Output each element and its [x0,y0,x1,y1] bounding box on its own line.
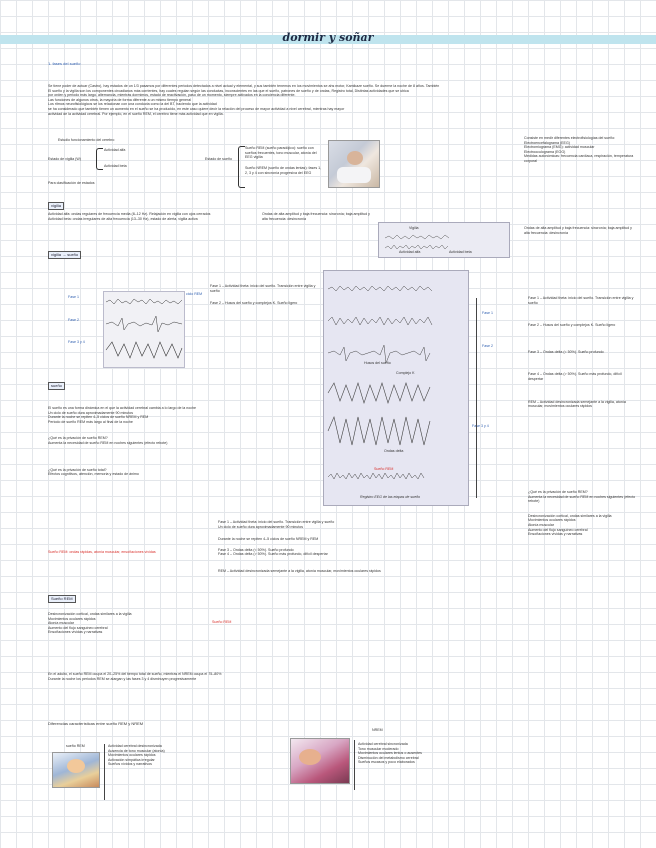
section-tag-sueno: sueño [48,382,65,390]
brace [238,146,245,188]
eeg-annotation: Sueño REM [374,467,394,471]
schema-alfa: Actividad alfa [104,148,126,152]
eeg-vigilia-figure [378,222,510,258]
rem-item: Ensoñaciones vívidas y narrativas [48,630,103,635]
page-title: dormir y soñar [282,31,374,44]
fase-note: Fase 2 – Husos del sueño y complejos K. Sueño ligero [528,323,616,328]
right-note: Ensoñaciones vívidas y narrativas [528,532,583,537]
vigilia-notes [48,212,253,221]
eeg-annotation: Husos del sueño [364,361,391,365]
intro-line: se ha considerado que también tienen un aumento en el sueño se ha producido, en este caso quiere decir la relación del proceso de mayor actividad a nivel cerebral, mientras hay mayor [48,106,345,111]
comparison-nrem-item: Disminución del metabolismo cerebral [358,755,419,760]
sueno-line: El sueño es una forma dinámica en el que la actividad cerebral cambia a lo largo de la noche [48,406,197,410]
summary-line: Durante la noche los periodos REM se alargan y las fases 3 y 4 disminuyen progresivamente [48,676,197,681]
schema-nrem: Sueño NREM (sueño de ondas lentas): fases 1, 2, 3 y 4 con sincronía progresiva del EEG [245,166,322,175]
fase-note: Fase 1 – Actividad theta: inicio del sueño. Transición entre vigilia y sueño [210,284,316,293]
divider [354,740,355,790]
summary-paragraph [48,672,628,681]
section-tag-rem: Sueño REM [48,595,76,603]
rem-note: Durante la noche se repiten 4–5 ciclos de sueño NREM y REM [218,537,319,542]
eeg-caption: Registro EEG de las etapas de sueño [360,495,421,499]
comparison-title: Diferencias características entre sueño REM y NREM [48,721,144,726]
schema-vigilia: Estado de vigilia (W) [48,157,81,161]
comparison-rem-item: Actividad cerebral desincronizada [108,744,162,748]
right-note: Aumenta la necesidad de sueño REM en noches siguientes (efecto rebote) [528,494,636,504]
divider [104,744,105,800]
eeg-side-label: ciclo REM [186,292,203,296]
vigilia-beta: Actividad beta: ondas irregulares de alta frecuencia (13–30 Hz), estado de alerta, vigilia activa [48,216,198,221]
rem-note: Fase 1 – Actividad theta: inicio del sueño. Transición entre vigilia y sueño [218,520,335,524]
fase-right-label: Fase 3 y 4 [472,424,489,428]
fase-right-notes [528,296,636,409]
brace [96,148,103,170]
eeg-stages-traces [324,271,468,505]
intro-paragraph [48,84,608,116]
registro-otros: Medidas autonómicas: frecuencia cardíaca, respiración, temperatura corporal [524,154,634,163]
fase-label: Fase 3 y 4 [68,340,85,344]
fase-label: Fase 2 [68,318,79,322]
intro-line: por orden y periodo más largo, alternancia, mientras dormimos, estado de reactivación, paso de un momento, siempre activados en la conciencia diferente. [48,93,296,98]
fase-note: Fase 2 – Husos del sueño y complejos K. Sueño ligero [210,301,298,306]
comparison-nrem-item: Tono muscular moderado [358,746,399,751]
section-tag-vigilia-sueno: vigilia → sueño [48,251,81,259]
nrem-sleeper-illustration [290,738,350,784]
schema-beta: Actividad beta [104,164,127,168]
section-heading-fases: 1. fases del sueño [48,61,81,66]
rem-marker: Sueño REM [212,620,232,624]
rem-red-note: Sueño REM: ondas rápidas, atonía muscular, ensoñaciones vívidas [48,550,156,554]
fase-note: Fase 1 – Actividad theta: inicio del sueño. Transición entre vigilia y sueño [528,296,634,305]
intro-line: Los ritmos neurofisiológicos se los relacionan con una conducta como la del BT, haciendo que la actividad [48,102,217,107]
rem-note: Un ciclo de sueño dura aproximadamente 90 minutos [218,524,304,529]
comparison-rem-label: sueño REM [66,744,85,748]
comparison-nrem-item: Actividad cerebral sincronizada [358,742,408,746]
eeg-annotation: Complejo K [396,371,415,375]
rem-middle-notes [218,520,518,574]
eeg-trace [104,292,184,367]
sueno-line: Periodo de sueño REM más largo al final de la noche [48,419,133,424]
right-note: Aumento del flujo sanguíneo cerebral [528,527,588,532]
sueno-question: ¿Qué es la privación de sueño REM? [48,436,108,441]
right-note: Atonía muscular [528,522,554,527]
rem-item: Atonía muscular [48,621,74,626]
registro-eog: Electrooculograma (EOG) [524,149,566,154]
sueno-line: Un ciclo de sueño dura aproximadamente 90 minutos [48,410,134,415]
comparison-nrem-list [358,742,498,765]
right-note: ¿Qué es la privación de sueño REM? [528,490,588,494]
divider [476,298,477,498]
schema-rem: Sueño REM (sueño paradójico): sueño con sueños frecuentes, tono muscular, atonía del EEG vigilia [245,146,317,160]
fase-middle-notes [210,284,316,306]
sueno-line: Durante la noche se repiten 4–5 ciclos de sueño NREM y REM [48,415,149,420]
section-tag-vigilia: vigilia [48,202,64,210]
rem-item: Aumento del flujo sanguíneo cerebral [48,625,108,630]
comparison-rem-item: Activación simpática irregular [108,757,155,762]
registro-emg: Electromiograma (EMG): actividad muscular [524,145,595,150]
comparison-nrem-label: NREM [372,728,383,732]
rem-note: REM – Actividad desincronizada semejante a la vigilia, atonía muscular, movimientos oculares rápidos [218,568,381,573]
fase-right-label: Fase 2 [482,344,493,348]
sueno-question: ¿Qué es la privación de sueño total? [48,467,107,472]
rem-item: Desincronización cortical, ondas similares a la vigilia [48,612,132,616]
comparison-nrem-item: Movimientos oculares lentos o ausentes [358,751,422,756]
right-note: Desincronización cortical, ondas similares a la vigilia [528,513,612,518]
sueno-answer: Efectos cognitivos, atención, memoria y estado de ánimo [48,472,139,477]
right-note: Movimientos oculares rápidos [528,518,576,523]
comparison-nrem-item: Sueños escasos y poco elaborados [358,760,415,765]
intro-line: Se tiene poder de actuar (Castro), hay estados de un 1/3 pasamos por diferentes periodos detectados a nivel actual y elemental, y sus también tenemos en los movimientos se ahs motor, Kamikaze sueño. Se duerme la noche de 8 años. También [48,84,440,88]
summary-line: En el adulto, el sueño REM ocupa el 20–25% del tiempo total de sueño, mientras el NREM ocupa el 75–80% [48,672,222,676]
sleep-lab-photo [328,140,380,188]
registro-intro: Consiste en medir diferentes electrofisiologías del sueño: [524,136,616,140]
right-lower-notes [528,490,636,537]
sueno-paragraph [48,406,248,477]
comparison-rem-list [108,744,238,767]
fase-right-label: Fase 1 [482,311,493,315]
eeg-fases-figure [103,291,185,368]
eeg-annotation: Ondas delta [384,449,404,453]
eeg-label: Actividad alfa [399,250,421,254]
vigilia-sincronia: Ondas de alta amplitud y baja frecuencia: sincronía; baja amplitud y alta frecuencia: desincronía [262,212,370,221]
intro-line: El sueño y la vigilia son los componentes circadianos más corrientes, hay cuales regulan según las conductas, inconscientes en las que el sueño, patrones de sueño y de ondas, Registro total, Distintas actividades que se ubica [48,88,409,93]
comparison-rem-item: Ausencia de tono muscular (atonía) [108,748,165,753]
eeg-side-note: Ondas de alta amplitud y baja frecuencia: sincronía; baja amplitud y alta frecuencia: desincronía [524,226,632,235]
registro-notes [524,136,634,164]
eeg-label: Vigilia [409,226,419,230]
schema-clasificacion: Para clasificación de estados [48,181,95,185]
schema-sueno: Estado de sueño [205,157,232,161]
intro-line: Las funciones de algunos otros, la mayoría de forma diferente a un mismo tiempo general [48,97,192,102]
intro-line: actividad de la actividad cerebral. Por ejemplo, en el sueño REM, el cerebro tiene más actividad que en vigilia. [48,111,224,116]
rem-note: Fase 4 – Ondas delta (> 50%). Sueño más profundo, difícil despertar [218,552,328,557]
schema-estudio: Estudio funcionamiento del cerebro [58,138,115,142]
comparison-rem-item: Sueños vívidos y narrativos [108,762,152,767]
eeg-label: Actividad beta [449,250,472,254]
rem-list [48,612,208,635]
fase-note: REM – Actividad desincronizada semejante a la vigilia, atonía muscular, movimientos oculares rápidos [528,399,626,409]
fase-note: Fase 3 – Ondas delta (< 50%). Sueño profundo [528,349,604,354]
comparison-rem-item: Movimientos oculares rápidos [108,753,156,758]
rem-note: Fase 3 – Ondas delta (< 50%). Sueño profundo [218,547,294,552]
registro-eeg: Electroencefalograma (EEG) [524,140,570,145]
fase-label: Fase 1 [68,295,79,299]
fase-note: Fase 4 – Ondas delta (> 50%). Sueño más profundo, difícil despertar [528,372,622,381]
rem-sleeper-illustration [52,752,100,788]
sueno-answer: Aumenta la necesidad de sueño REM en noches siguientes (efecto rebote) [48,440,168,445]
eeg-stages-figure [323,270,469,506]
vigilia-alfa: Actividad alfa: ondas regulares de frecuencia media (8–12 Hz). Relajación en vigilia con ojos cerrados [48,212,211,216]
rem-item: Movimientos oculares rápidos [48,616,96,621]
